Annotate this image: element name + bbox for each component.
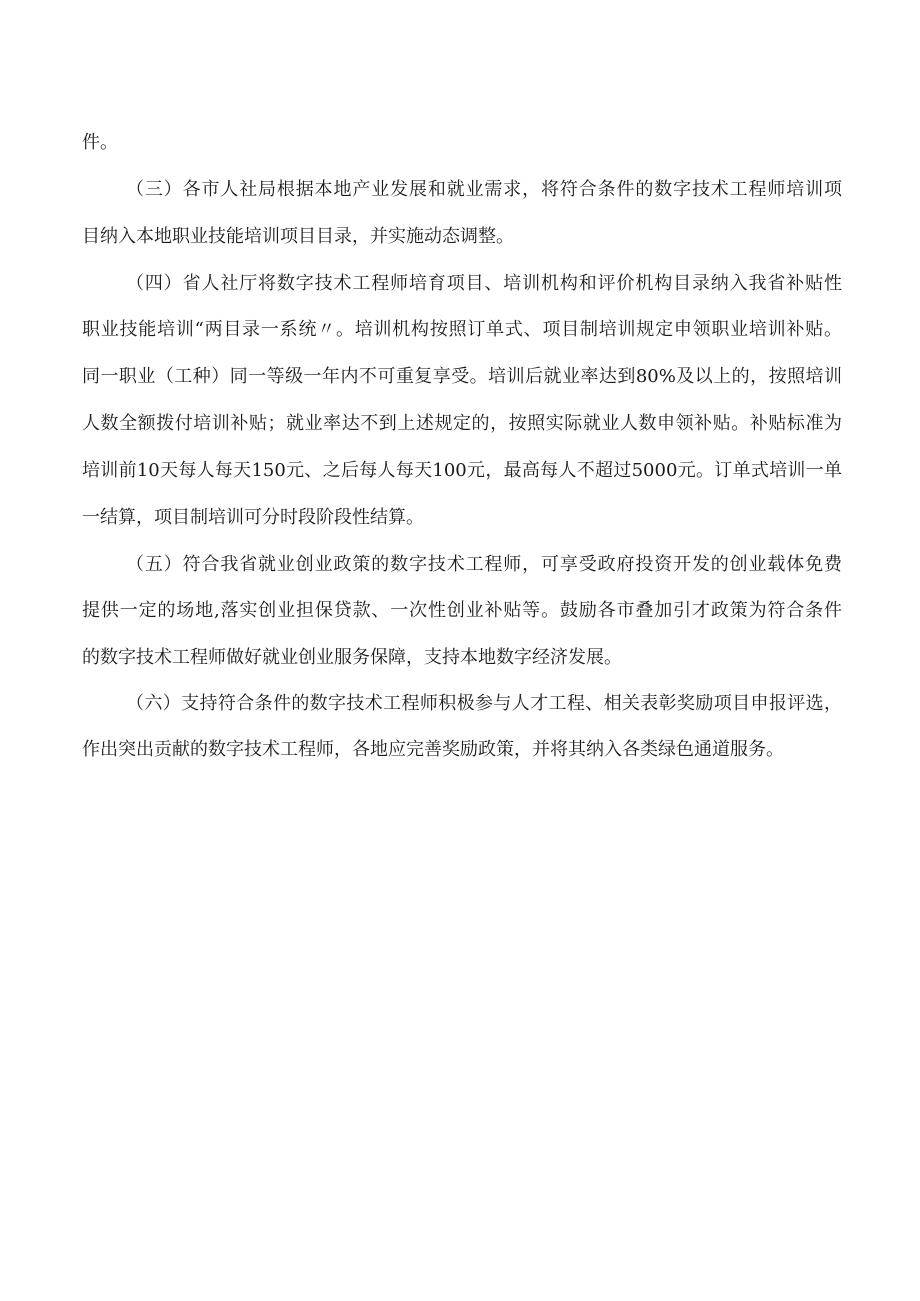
paragraph-6-line: 作出突出贡献的数字技术工程师，各地应完善奖励政策，并将其纳入各类绿色通道服务。 [82,739,784,760]
paragraph-4-line: 同一职业（工种）同一等级一年内不可重复享受。培训后就业率达到80%及以上的，按照培训 [82,366,842,387]
paragraph-4-line: 一结算，项目制培训可分时段阶段性结算。 [82,507,424,528]
paragraph-5-line: （五）符合我省就业创业政策的数字技术工程师，可享受政府投资开发的创业载体免费 [126,554,842,575]
paragraph-line: 件。 [82,132,118,153]
paragraph-6-line: （六）支持符合条件的数字技术工程师积极参与人才工程、相关表彰奖励项目申报评选， [126,693,842,714]
paragraph-3-line: （三）各市人社局根据本地产业发展和就业需求，将符合条件的数字技术工程师培训项 [126,179,842,200]
paragraph-4-line: （四）省人社厅将数字技术工程师培育项目、培训机构和评价机构目录纳入我省补贴性 [126,273,842,294]
paragraph-3-line: 目纳入本地职业技能培训项目目录，并实施动态调整。 [82,226,514,247]
paragraph-5-line: 提供一定的场地,落实创业担保贷款、一次性创业补贴等。鼓励各市叠加引才政策为符合条件 [82,600,842,621]
paragraph-4-line: 培训前10天每人每天150元、之后每人每天100元，最高每人不超过5000元。订单式培训一单 [82,460,842,481]
paragraph-4-line: 人数全额拨付培训补贴；就业率达不到上述规定的，按照实际就业人数申领补贴。补贴标准为 [82,413,842,434]
paragraph-4-line: 职业技能培训“两目录一系统〃。培训机构按照订单式、项目制培训规定申领职业培训补贴。 [82,319,842,340]
paragraph-5-line: 的数字技术工程师做好就业创业服务保障，支持本地数字经济发展。 [82,647,622,668]
